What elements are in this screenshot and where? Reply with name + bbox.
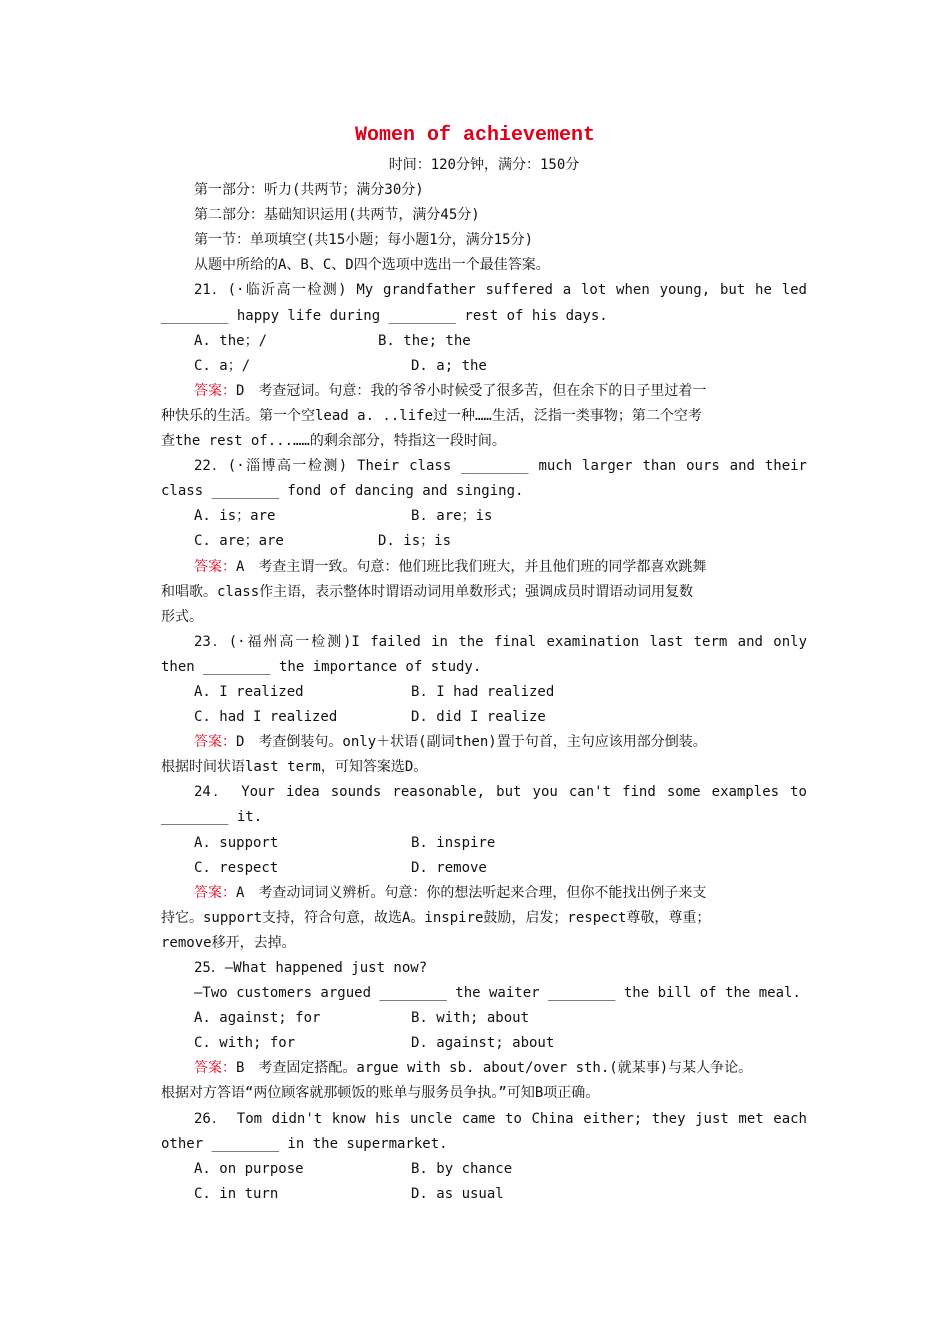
option-d: D. did I realize (411, 709, 546, 726)
option-c: C. are；are (194, 533, 284, 550)
option-c: C. respect (194, 859, 279, 876)
question-22-options-row-1 (161, 504, 807, 529)
question-23-line-1: 23．(·福州高一检测)I failed in the final examination last term and only (194, 633, 807, 650)
question-22-explain-1: 和唱歌。class作主语，表示整体时谓语动词用单数形式；强调成员时谓语动词用复数 (161, 583, 694, 600)
question-26-line-1: 26． Tom didn't know his uncle came to China either; they just met each (194, 1110, 807, 1127)
option-b: B. with; about (411, 1010, 530, 1027)
question-25-options-row-1 (161, 1006, 807, 1031)
option-c: C. with; for (194, 1035, 296, 1052)
question-23-answer (161, 730, 807, 755)
document-content (161, 153, 807, 1207)
question-26-options-row-1 (161, 1157, 807, 1182)
option-c: C. had I realized (194, 709, 338, 726)
option-a: A. the；/ (194, 332, 268, 349)
question-21-answer (161, 379, 807, 404)
option-d: D. as usual (411, 1185, 504, 1202)
question-24-answer (161, 881, 807, 906)
question-24-options-row-1 (161, 831, 807, 856)
question-23-options-row-2 (161, 705, 807, 730)
option-a: A. on purpose (194, 1160, 304, 1177)
question-22-line-2: class ________ fond of dancing and singing. (161, 483, 524, 500)
question-21-line-2: ________ happy life during ________ rest of his days. (161, 307, 608, 324)
option-b: B. by chance (411, 1160, 513, 1177)
question-24-explain-2: remove移开，去掉。 (161, 934, 296, 951)
option-d: D. is；is (378, 533, 452, 550)
option-a: A. is；are (194, 508, 276, 525)
question-24-line-2: ________ it. (161, 809, 263, 826)
answer-label: 答案： (194, 558, 236, 575)
question-22-explain-2: 形式。 (161, 608, 203, 625)
option-b: B. the; the (378, 332, 471, 349)
question-22-answer (161, 555, 807, 580)
question-24-line-1: 24． Your idea sounds reasonable, but you can't find some examples to (194, 784, 807, 801)
document-title: Women of achievement (354, 124, 596, 147)
option-d: D. a; the (411, 357, 487, 374)
answer-label: 答案： (194, 884, 236, 901)
option-c: C. in turn (194, 1185, 279, 1202)
question-21-options-row-2 (161, 354, 807, 379)
question-25-line-2: —Two customers argued ________ the waiter ________ the bill of the meal. (194, 985, 801, 1002)
option-c: C. a；/ (194, 357, 251, 374)
question-25-options-row-2 (161, 1031, 807, 1056)
question-24-explain-1: 持它。support支持，符合句意，故选A。inspire鼓励，启发；respect尊敬，尊重； (161, 909, 711, 926)
part2-heading: 第二部分：基础知识运用(共两节，满分45分) (194, 207, 480, 224)
answer-text: D 考查冠词。句意：我的爷爷小时候受了很多苦，但在余下的日子里过着一 (236, 382, 707, 399)
option-b: B. inspire (411, 834, 496, 851)
option-a: A. against; for (194, 1010, 321, 1027)
answer-text: D 考查倒装句。only＋状语(副词then)置于句首，主句应该用部分倒装。 (236, 734, 707, 751)
question-26-options-row-2 (161, 1182, 807, 1207)
section1-heading: 第一节：单项填空(共15小题；每小题1分，满分15分) (194, 232, 533, 249)
answer-label: 答案： (194, 1060, 236, 1077)
question-21-explain-2: 查the rest of...……的剩余部分，特指这一段时间。 (161, 433, 506, 450)
option-d: D. remove (411, 859, 487, 876)
question-25-answer (161, 1056, 807, 1081)
question-22-options-row-2 (161, 529, 807, 554)
answer-label: 答案： (194, 734, 236, 751)
option-a: A. support (194, 834, 279, 851)
question-21-options-row-1 (161, 329, 807, 354)
question-23-explain-1: 根据时间状语last term，可知答案选D。 (161, 759, 428, 776)
question-21-line-1: 21．(·临沂高一检测) My grandfather suffered a lot when young, but he led (194, 282, 807, 299)
answer-label: 答案： (194, 382, 236, 399)
option-d: D. against; about (411, 1035, 555, 1052)
option-a: A. I realized (194, 683, 304, 700)
question-25-explain-1: 根据对方答语“两位顾客就那顿饭的账单与服务员争执。”可知B项正确。 (161, 1085, 600, 1102)
question-24-options-row-2 (161, 856, 807, 881)
answer-text: A 考查动词词义辨析。句意：你的想法听起来合理，但你不能找出例子来支 (236, 884, 707, 901)
question-23-line-2: then ________ the importance of study. (161, 658, 482, 675)
answer-text: A 考查主谓一致。句意：他们班比我们班大，并且他们班的同学都喜欢跳舞 (236, 558, 707, 575)
answer-text: B 考查固定搭配。argue with sb. about/over sth.(就某事)与某人争论。 (236, 1060, 753, 1077)
question-23-options-row-1 (161, 680, 807, 705)
part1-heading: 第一部分：听力(共两节；满分30分) (194, 182, 424, 199)
exam-time-info: 时间：120分钟，满分：150分 (388, 157, 580, 173)
question-26-line-2: other ________ in the supermarket. (161, 1135, 448, 1152)
option-b: B. I had realized (411, 683, 555, 700)
option-b: B. are；is (411, 508, 493, 525)
question-21-explain-1: 种快乐的生活。第一个空lead a. ..life过一种……生活，泛指一类事物；第二个空考 (161, 407, 702, 424)
question-22-line-1: 22．(·淄博高一检测) Their class ________ much larger than ours and their (194, 458, 807, 475)
instruction-text: 从题中所给的A、B、C、D四个选项中选出一个最佳答案。 (194, 257, 550, 274)
question-25-line-1: 25．—What happened just now? (194, 960, 428, 976)
